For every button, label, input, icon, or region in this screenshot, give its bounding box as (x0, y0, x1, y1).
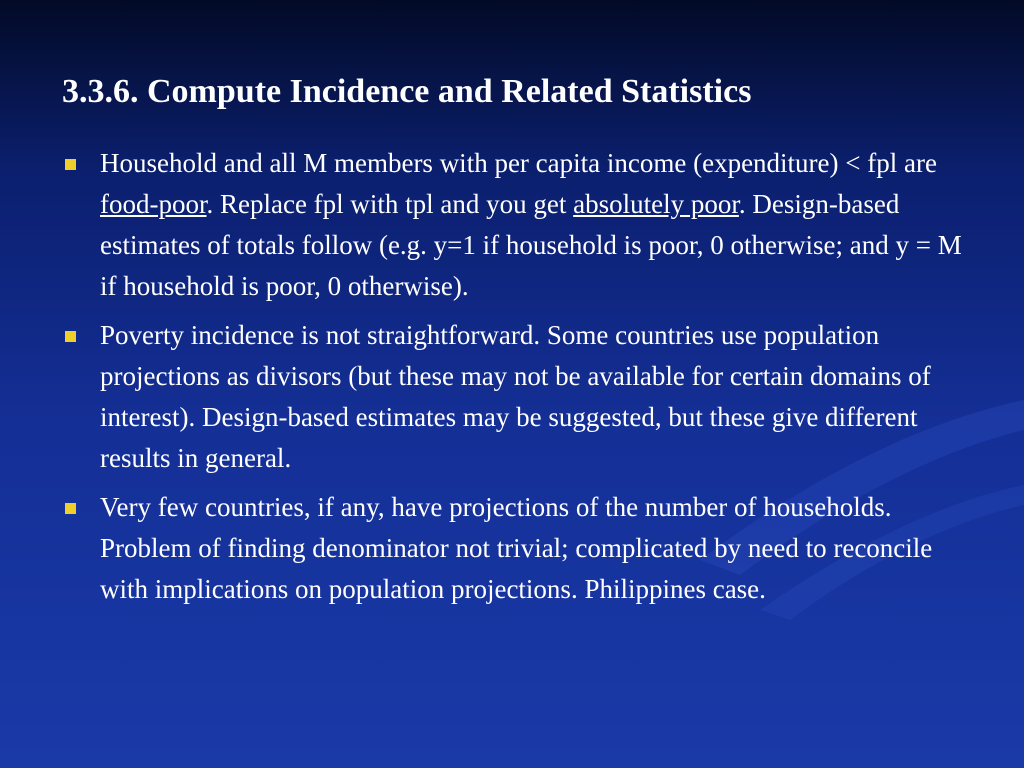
term-absolutely-poor: absolutely poor (573, 189, 739, 219)
bullet-text: Very few countries, if any, have projections of the number of households. Problem of finding denominator not trivial; complicated by need to reconcile with implications on population projections. Philippines case. (100, 492, 933, 604)
bullet-item-food-poor (62, 143, 974, 307)
term-food-poor: food-poor (100, 189, 207, 219)
bullet-text: Household and all M members with per capita income (expenditure) < fpl are (100, 148, 937, 178)
bullet-item-poverty-incidence (62, 315, 974, 479)
bullet-text: Poverty incidence is not straightforward. Some countries use population projections as divisors (but these may not be available for certain domains of interest). Design-based estimates may be suggested, but these give different results in general. (100, 320, 931, 473)
bullet-item-household-projections (62, 487, 974, 610)
bullet-list (62, 143, 974, 618)
bullet-text: . Replace fpl with tpl and you get (206, 189, 574, 219)
square-bullet-icon (65, 159, 76, 170)
bullet-text: . Design-based estimates of totals follow (e.g. y=1 if household is poor, 0 otherwise; and y = M if household is poor, 0 otherwise). (100, 189, 962, 301)
square-bullet-icon (65, 331, 76, 342)
slide-title: 3.3.6. Compute Incidence and Related Statistics (62, 73, 752, 110)
square-bullet-icon (65, 503, 76, 514)
